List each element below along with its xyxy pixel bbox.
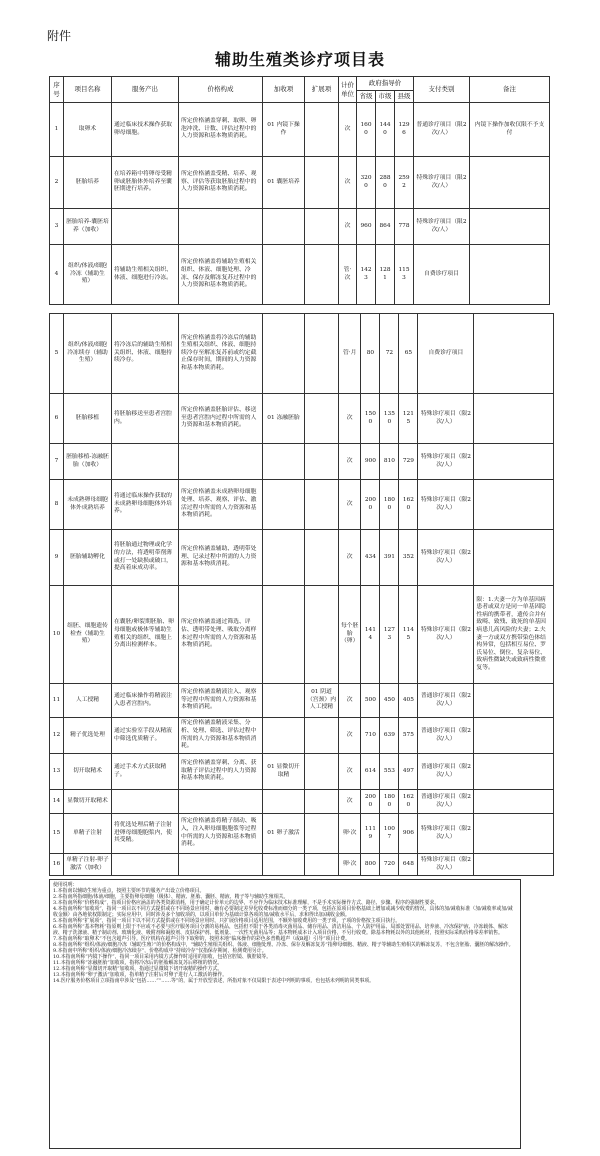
row-county: 906 — [399, 814, 418, 854]
row-composition: 所定价格涵盖辅助、透明带处理、记录过程中所需的人力资源和基本物质消耗。 — [179, 530, 263, 586]
row-name: 胚胎移植-冻融胚胎（加收） — [64, 444, 112, 480]
row-service: 通过手术方式获取精子。 — [112, 754, 179, 790]
row-composition: 所定价格涵盖未成熟卵母细胞处理、培养、观察、评估、激活过程中所需的人力资源和基本物质消耗。 — [179, 480, 263, 530]
row-remark — [474, 684, 554, 718]
row-add — [263, 314, 305, 394]
table-row — [50, 480, 554, 530]
row-remark — [470, 245, 550, 305]
row-ext — [305, 209, 339, 245]
row-county: 729 — [399, 444, 418, 480]
row-ext — [305, 790, 339, 814]
row-service: 将胚胎通过物理或化学的方法，将透明带削薄或打一处缺损或破口，提高着床成功率。 — [112, 530, 179, 586]
row-county: 405 — [399, 684, 418, 718]
row-no: 9 — [50, 530, 64, 586]
row-unit: 次 — [339, 103, 357, 157]
table-row — [50, 814, 554, 854]
row-ext — [305, 718, 339, 754]
row-unit: 次 — [339, 444, 361, 480]
row-service — [112, 209, 179, 245]
note-item: 10.本指南所称“内镜下操作”，指同一项目采用内镜方式操作时适用的加收，包括宫腔镜、腹腔镜等。 — [53, 953, 272, 960]
row-service: 在培养箱中将卵母受精卵或胚胎体外培养至囊胚期进行培养。 — [112, 157, 179, 209]
row-county: 1145 — [399, 586, 418, 684]
row-no: 2 — [50, 157, 64, 209]
note-item: 14.医疗服务价格项目立项指南中涉及“包括……”“……等”的，属于开放型表述，所指对象不仅局限于表述中列明的事项，也包括未列明的同类事项。 — [53, 977, 375, 984]
row-county: 1215 — [399, 394, 418, 444]
table-row — [50, 245, 550, 305]
table-row — [50, 684, 554, 718]
row-county: 1296 — [395, 103, 414, 157]
note-item: 6.本指南所称“基本物耗”指原则上限于不应或不必要与医疗服务项目分割的易耗品，包括但不限于各类消毒灭菌用品、储存用品、清洁用品、个人防护用品、局部处置用品、培养液、冷冻保护液、冷冻载体、解冻液、精子洗涤液、精子制动剂、玻璃化液、吸附剂和凝胶剂、皮肤保护剂、低剂量、一次性无菌用品等；基本物耗成本计入项目价格，不另行收费。除基本物耗以外的其他耗材，按照实际采购价格零差率销售。 — [53, 923, 508, 936]
row-service: 通过临床技术操作获取卵母细胞。 — [112, 103, 179, 157]
row-composition: 所定价格涵盖受精、培养、观察、评估等获取胚胎过程中的人力资源和基本物质消耗。 — [179, 157, 263, 209]
row-county: 1620 — [399, 480, 418, 530]
row-unit: 卵·次 — [339, 854, 361, 876]
row-prov: 500 — [361, 684, 380, 718]
row-remark — [474, 480, 554, 530]
table-row — [50, 790, 554, 814]
table-row — [50, 209, 550, 245]
row-unit: 次 — [339, 157, 357, 209]
row-name: 组胚、细胞遗传检查（辅助生殖） — [64, 586, 112, 684]
row-remark — [474, 718, 554, 754]
row-no: 6 — [50, 394, 64, 444]
row-payment: 普通诊疗项目（限2次/人） — [418, 718, 474, 754]
header-gov-price: 政府指导价 — [357, 77, 414, 91]
row-city: 553 — [380, 754, 399, 790]
row-name: 胚胎移植 — [64, 394, 112, 444]
header-add: 加收项 — [263, 77, 305, 103]
row-name: 切开取精术 — [64, 754, 112, 790]
note-item: 13.本指南所称“卵子激活”加收项，指单精子注射后对卵子进行人工激活的操作。 — [53, 971, 228, 978]
note-item: 4.本指南所称“加收项”，指同一项目以不同方式提供或在不同场景应用时，确有必要制定差异化收费标准而细分的一类子项，包括在原项目价格基础上增加或减少收费的情况，具体的加/减收标准（加/减收率或加/减收金额）由各地依权限制定；实际应用中，同时涉及多个加收项的，以项目单价为基础计算各项的加/减收水平后，求和得出加/减收金额。 — [53, 905, 513, 918]
row-composition: 所定价格涵盖将冷冻后的辅助生殖相关组织、体液、细胞持续冷存至解冻复苏前或约定截止保存时间，期间的人力资源和基本物质消耗。 — [179, 314, 263, 394]
table-row — [50, 103, 550, 157]
row-add — [263, 245, 305, 305]
row-unit: 次 — [339, 394, 361, 444]
row-payment: 普通诊疗项目（限2次/人） — [418, 754, 474, 790]
table-row — [50, 754, 554, 790]
row-remark — [474, 754, 554, 790]
row-unit: 卵·次 — [339, 814, 361, 854]
header-name: 项目名称 — [64, 77, 112, 103]
row-prov: 1600 — [357, 103, 376, 157]
row-ext — [305, 854, 339, 876]
row-name: 胚胎辅助孵化 — [64, 530, 112, 586]
row-no: 1 — [50, 103, 64, 157]
row-ext — [305, 586, 339, 684]
row-service: 通过实验室手段从精液中筛选优质精子。 — [112, 718, 179, 754]
row-city: 1350 — [380, 394, 399, 444]
header-prov: 省级 — [357, 91, 376, 103]
row-payment: 特殊诊疗项目（限2次/人） — [414, 157, 470, 209]
row-remark: 限：1.夫妻一方为单基因病患者或双方是同一单基因隐性病的携带者，遗传合并有致畸、致残、致死的单基因病患儿高风险的夫妻；2.夫妻一方或双方携带染色体结构异常，包括相互易位、罗氏易位、倒位、复杂易位、致病性微缺失或致病性微重复等。 — [474, 586, 554, 684]
row-no: 10 — [50, 586, 64, 684]
row-add — [263, 530, 305, 586]
row-no: 3 — [50, 209, 64, 245]
note-item: 8.本指南所称“组织/体液/细胞冷冻（辅助生殖）”的价格构成中，“辅助生殖相关组织、体液、细胞处理、冷冻、保存及解冻复苏”指卵母细胞、精液、精子等辅助生殖相关的解冻复苏，不包含胚胎、囊胚的解冻操作。 — [53, 941, 514, 948]
row-composition: 所定价格涵盖将精子制动、吸入，注入卵母细胞胞浆等过程中所需的人力资源和基本物质消耗。 — [179, 814, 263, 854]
usage-notes — [49, 879, 521, 1149]
row-no: 4 — [50, 245, 64, 305]
row-name: 胚胎培养-囊胚培养（加收） — [64, 209, 112, 245]
row-ext — [305, 814, 339, 854]
row-city: 1007 — [380, 814, 399, 854]
row-composition: 所定价格涵盖通过筛选、评估、透明带处理、吸取分离样本过程中所需的人力资源和基本物质消耗。 — [179, 586, 263, 684]
row-service: 将胚胎移送至患者宫腔内。 — [112, 394, 179, 444]
row-no: 7 — [50, 444, 64, 480]
row-unit: 管·次 — [339, 245, 357, 305]
row-composition: 所定价格涵盖精液注入、观察等过程中所需的人力资源和基本物质消耗。 — [179, 684, 263, 718]
row-payment: 特殊诊疗项目（限2次/人） — [418, 480, 474, 530]
row-composition: 所定价格涵盖穿刺、取卵、卵泡冲洗、计数、评估过程中的人力资源和基本物质消耗。 — [179, 103, 263, 157]
note-item: 11.本指南所称“冻融胚胎”加收项，指将冷冻后的胚胎解冻复苏后移植的情况。 — [53, 959, 223, 966]
note-item: 5.本指南所称“扩展项”，指同一项目下以不同方式提供或在不同场景应用时，只扩展价格项目适用范围，不额外加收费用的一类子项，子项的价格按主项目执行。 — [53, 917, 401, 924]
row-unit: 次 — [339, 530, 361, 586]
page-title: 辅助生殖类诊疗项目表 — [214, 50, 385, 69]
row-ext — [305, 480, 339, 530]
row-add — [263, 790, 305, 814]
note-item: 1.本指南以辅助生殖为重点，按照主要环节的服务产出设立价格项目。 — [53, 887, 205, 894]
row-remark — [474, 814, 554, 854]
row-remark — [474, 394, 554, 444]
row-composition — [179, 790, 263, 814]
table-row — [50, 157, 550, 209]
row-service: 通过临床操作将精液注入患者宫腔内。 — [112, 684, 179, 718]
row-add: 01 内镜下操作 — [263, 103, 305, 157]
row-payment: 特殊诊疗项目（限2次/人） — [418, 814, 474, 854]
row-remark — [470, 157, 550, 209]
row-payment: 特殊诊疗项目（限2次/人） — [418, 444, 474, 480]
row-city: 391 — [380, 530, 399, 586]
row-ext — [305, 245, 339, 305]
row-city: 864 — [376, 209, 395, 245]
row-composition: 所定价格涵盖胚胎评估、移送至患者宫腔内过程中所需的人力资源和基本物质消耗。 — [179, 394, 263, 444]
row-county: 65 — [399, 314, 418, 394]
row-ext — [305, 103, 339, 157]
row-prov: 800 — [361, 854, 380, 876]
row-composition — [179, 444, 263, 480]
row-unit: 次 — [339, 754, 361, 790]
row-city: 1800 — [380, 790, 399, 814]
row-name: 单精子注射 — [64, 814, 112, 854]
row-add — [263, 480, 305, 530]
row-add — [263, 209, 305, 245]
note-item: 7.本指南所称“取卵术”不包含超声引导。医疗机构在超声引导下取卵的，按照本地“临床操作的彩色多普勒超声（或B超）引导”项目计费。 — [53, 935, 351, 942]
row-prov: 3200 — [357, 157, 376, 209]
price-table-part2 — [49, 313, 554, 876]
row-county: 575 — [399, 718, 418, 754]
row-payment: 普通诊疗项目（限2次/人） — [418, 790, 474, 814]
row-city: 639 — [380, 718, 399, 754]
row-payment: 特殊诊疗项目（限2次/人） — [418, 586, 474, 684]
row-remark: 内镜下操作加收仅限不予支付 — [470, 103, 550, 157]
row-county: 1620 — [399, 790, 418, 814]
row-city: 1440 — [376, 103, 395, 157]
row-county: 648 — [399, 854, 418, 876]
row-payment: 自费诊疗项目 — [418, 314, 474, 394]
row-payment: 自费诊疗项目 — [414, 245, 470, 305]
row-add — [263, 684, 305, 718]
row-composition: 所定价格涵盖精液采集、分析、处理、筛选、评估过程中所需的人力资源和基本物质消耗。 — [179, 718, 263, 754]
row-no: 5 — [50, 314, 64, 394]
row-service: 将冷冻后的辅助生殖相关组织、体液、细胞持续冷存。 — [112, 314, 179, 394]
header-composition: 价格构成 — [179, 77, 263, 103]
row-prov: 1119 — [361, 814, 380, 854]
row-prov: 960 — [357, 209, 376, 245]
row-no: 15 — [50, 814, 64, 854]
row-city: 1800 — [380, 480, 399, 530]
row-add: 01 显微切开取精 — [263, 754, 305, 790]
row-composition: 所定价格涵盖将辅助生殖相关组织、体液、细胞处理、冷冻、保存及解冻复苏过程中的人力资源和基本物质消耗。 — [179, 245, 263, 305]
row-name: 未成熟卵母细胞体外成熟培养 — [64, 480, 112, 530]
row-ext: 01 阴道（宫颈）内人工授精 — [305, 684, 339, 718]
row-service: 将优选处理后精子注射进卵母细胞胞浆内，使其受精。 — [112, 814, 179, 854]
row-unit: 次 — [339, 790, 361, 814]
row-add — [263, 444, 305, 480]
row-prov: 710 — [361, 718, 380, 754]
table-row — [50, 586, 554, 684]
row-prov: 1414 — [361, 586, 380, 684]
header-unit: 计价单位 — [339, 77, 357, 103]
row-county: 497 — [399, 754, 418, 790]
row-ext — [305, 530, 339, 586]
row-county: 2592 — [395, 157, 414, 209]
row-name: 取卵术 — [64, 103, 112, 157]
row-add: 01 囊胚培养 — [263, 157, 305, 209]
row-remark — [474, 854, 554, 876]
row-prov: 1500 — [361, 394, 380, 444]
row-remark — [474, 314, 554, 394]
row-remark — [474, 444, 554, 480]
row-name: 人工授精 — [64, 684, 112, 718]
row-county: 1153 — [395, 245, 414, 305]
notes-heading: 使用说明： — [53, 882, 78, 888]
row-payment: 特殊诊疗项目（限2次/人） — [414, 209, 470, 245]
row-prov: 1423 — [357, 245, 376, 305]
row-no: 16 — [50, 854, 64, 876]
row-prov: 614 — [361, 754, 380, 790]
row-no: 12 — [50, 718, 64, 754]
row-remark — [470, 209, 550, 245]
row-prov: 2000 — [361, 480, 380, 530]
row-add — [263, 854, 305, 876]
row-city: 1281 — [376, 245, 395, 305]
row-name: 组织/体液/细胞冷冻（辅助生殖） — [64, 245, 112, 305]
row-payment: 特殊诊疗项目（限2次/人） — [418, 530, 474, 586]
row-city: 720 — [380, 854, 399, 876]
table-row — [50, 530, 554, 586]
header-ext: 扩展项 — [305, 77, 339, 103]
table-row — [50, 444, 554, 480]
row-county: 352 — [399, 530, 418, 586]
row-service: 将通过临床操作获取的未成熟卵母细胞体外培养。 — [112, 480, 179, 530]
note-item: 2.本指南所指细胞/体液/细胞，主要指卵母细胞（极体）、精液、胚胎、囊胚、精液、精子等与辅助生殖相关。 — [53, 893, 289, 900]
header-payment: 支付类别 — [414, 77, 470, 103]
header-city: 市级 — [376, 91, 395, 103]
header-county: 县级 — [395, 91, 414, 103]
table-row — [50, 314, 554, 394]
row-add — [263, 586, 305, 684]
row-no: 14 — [50, 790, 64, 814]
row-city: 72 — [380, 314, 399, 394]
row-unit: 次 — [339, 718, 361, 754]
row-service — [112, 854, 179, 876]
row-name: 精子优选处理 — [64, 718, 112, 754]
row-payment: 特殊诊疗项目（限2次/人） — [418, 854, 474, 876]
row-city: 2880 — [376, 157, 395, 209]
row-no: 13 — [50, 754, 64, 790]
row-payment: 普通诊疗项目（限2次/人） — [414, 103, 470, 157]
row-ext — [305, 157, 339, 209]
price-table-part1 — [49, 76, 550, 305]
row-composition: 所定价格涵盖穿刺、分离、获取精子评估过程中的人力资源和基本物质消耗。 — [179, 754, 263, 790]
row-name: 组织/体液/细胞冷冻续存（辅助生殖） — [64, 314, 112, 394]
row-prov: 2000 — [361, 790, 380, 814]
row-prov: 434 — [361, 530, 380, 586]
row-county: 778 — [395, 209, 414, 245]
row-name: 单精子注射-卵子激活（加收） — [64, 854, 112, 876]
row-no: 11 — [50, 684, 64, 718]
row-prov: 900 — [361, 444, 380, 480]
row-unit: 次 — [339, 480, 361, 530]
table-row — [50, 854, 554, 876]
row-service — [112, 444, 179, 480]
row-payment: 特殊诊疗项目（限2次/人） — [418, 394, 474, 444]
row-composition — [179, 854, 263, 876]
row-unit: 次 — [339, 684, 361, 718]
row-no: 8 — [50, 480, 64, 530]
row-remark — [474, 790, 554, 814]
row-unit: 管·月 — [339, 314, 361, 394]
row-ext — [305, 314, 339, 394]
row-prov: 80 — [361, 314, 380, 394]
row-name: 显微切开取精术 — [64, 790, 112, 814]
row-name: 胚胎培养 — [64, 157, 112, 209]
row-city: 810 — [380, 444, 399, 480]
header-service: 服务产出 — [112, 77, 179, 103]
row-add: 01 卵子激活 — [263, 814, 305, 854]
row-remark — [474, 530, 554, 586]
row-unit: 每个胚胎（卵） — [339, 586, 361, 684]
note-item: 12.本指南所称“显微切开取精”加收项，指通过显微镜下切开取精的操作方式。 — [53, 965, 223, 972]
note-item: 3.本指南所称“价格构成”，指项目价格应涵盖的各类资源消耗，用于确定计价单元的边界，不应作为临床技术标准理解，不是手术实际操作方式、路径、步骤、程序的强制性要求。 — [53, 899, 440, 906]
row-service: 将辅助生殖相关组织、体液、细胞进行冷冻。 — [112, 245, 179, 305]
note-item: 9.本指南中所称“组织/体液/细胞冷冻续存”，价格构成中“持续冷存”仅指保存期间，检测费用另计。 — [53, 947, 267, 954]
row-ext — [305, 394, 339, 444]
row-service: 在囊胚/卵裂期胚胎、卵母细胞或极体等辅助生殖相关的组织、细胞上分离出检测样本。 — [112, 586, 179, 684]
row-add — [263, 718, 305, 754]
row-ext — [305, 754, 339, 790]
row-city: 450 — [380, 684, 399, 718]
attachment-label: 附件 — [47, 29, 72, 43]
row-composition — [179, 209, 263, 245]
row-unit: 次 — [339, 209, 357, 245]
row-add: 01 冻融胚胎 — [263, 394, 305, 444]
row-ext — [305, 444, 339, 480]
table-row — [50, 394, 554, 444]
table-row — [50, 718, 554, 754]
row-payment: 普通诊疗项目（限2次/人） — [418, 684, 474, 718]
row-city: 1273 — [380, 586, 399, 684]
row-service — [112, 790, 179, 814]
header-no: 序号 — [50, 77, 64, 103]
header-remark: 备注 — [470, 77, 550, 103]
